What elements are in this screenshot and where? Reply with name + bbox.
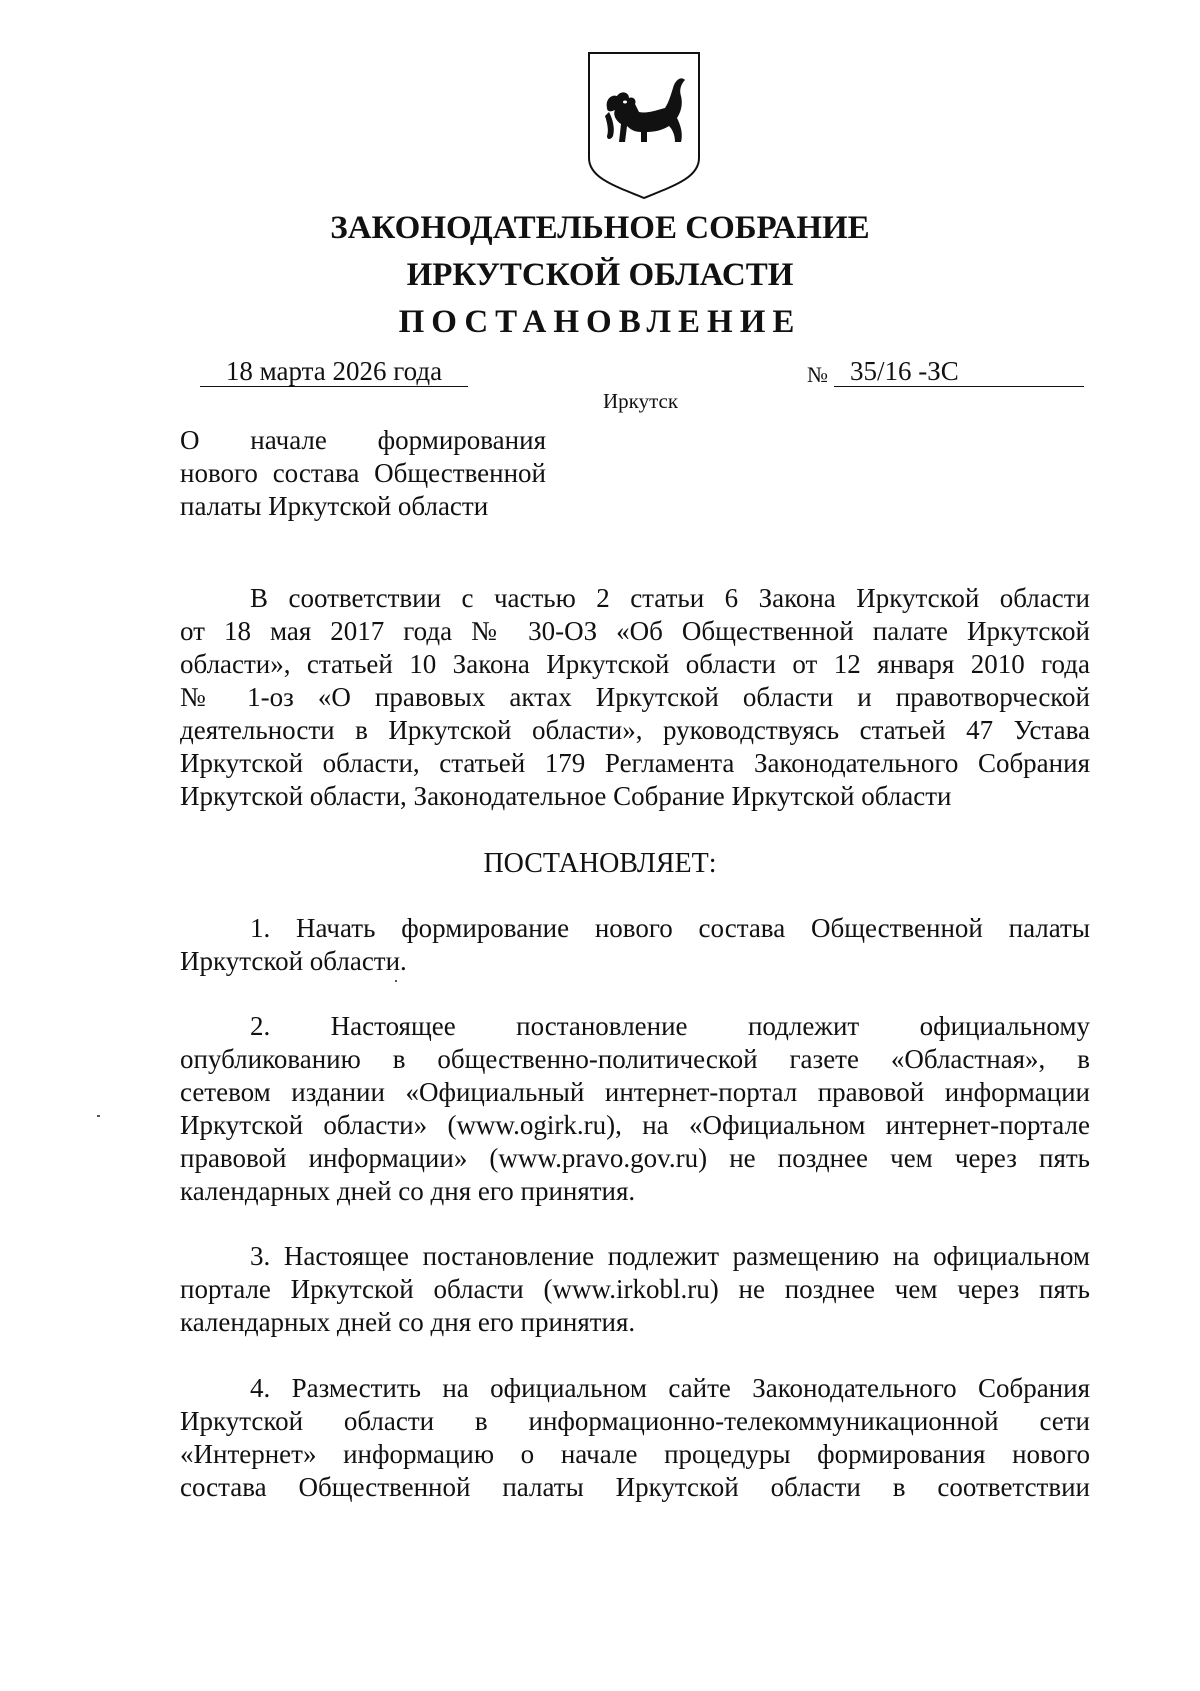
- document-city: Иркутск: [603, 389, 679, 413]
- item-2-paragraph: [180, 1010, 1090, 1208]
- text-line: правовой информации» (www.pravo.gov.ru) не позднее чем через пять: [180, 1143, 1090, 1173]
- text-line: календарных дней со дня его принятия.: [180, 1307, 636, 1337]
- number-label: №: [807, 362, 828, 387]
- resolves-heading: ПОСТАНОВЛЯЕТ:: [483, 848, 717, 879]
- text-line: В соответствии с частью 2 статьи 6 Закона Иркутской области: [250, 583, 1090, 613]
- text-line: опубликованию в общественно-политической газете «Областная», в: [180, 1044, 1090, 1074]
- coat-of-arms-icon: [585, 50, 703, 200]
- document-type: ПОСТАНОВЛЕНИЕ: [398, 304, 802, 340]
- document-number: 35/16 -ЗС: [834, 356, 1084, 387]
- text-line: 1. Начать формирование нового состава Общественной палаты: [250, 913, 1090, 943]
- text-line: состава Общественной палаты Иркутской области в соответствии: [180, 1472, 1090, 1502]
- scan-speck: [97, 1115, 100, 1117]
- text-line: сетевом издании «Официальный интернет-портал правовой информации: [180, 1077, 1090, 1107]
- text-line: № 1-оз «О правовых актах Иркутской области и правотворческой: [180, 682, 1090, 712]
- item-3-paragraph: [180, 1240, 1090, 1339]
- text-line: портале Иркутской области (www.irkobl.ru) не позднее чем через пять: [180, 1274, 1090, 1304]
- text-line: Иркутской области, статьей 179 Регламента Законодательного Собрания: [180, 748, 1090, 778]
- text-line: деятельности в Иркутской области», руководствуясь статьей 47 Устава: [180, 715, 1090, 745]
- document-date: 18 марта 2026 года: [200, 356, 468, 387]
- org-name-line2: ИРКУТСКОЙ ОБЛАСТИ: [406, 257, 794, 293]
- org-name-line1: ЗАКОНОДАТЕЛЬНОЕ СОБРАНИЕ: [330, 210, 870, 246]
- text-line: Иркутской области, Законодательное Собрание Иркутской области: [180, 781, 952, 811]
- text-line: 3. Настоящее постановление подлежит размещению на официальном: [250, 1241, 1090, 1271]
- text-line: от 18 мая 2017 года № 30-ОЗ «Об Общественной палате Иркутской: [180, 616, 1090, 646]
- text-line: Иркутской области» (www.ogirk.ru), на «Официальном интернет-портале: [180, 1110, 1090, 1140]
- text-line: «Интернет» информацию о начале процедуры формирования нового: [180, 1439, 1090, 1469]
- item-4-paragraph: [180, 1372, 1090, 1504]
- text-line: 2. Настоящее постановление подлежит официальному: [250, 1011, 1090, 1041]
- text-line: области», статьей 10 Закона Иркутской области от 12 января 2010 года: [180, 649, 1090, 679]
- title-line: нового состава Общественной: [180, 458, 546, 488]
- text-line: календарных дней со дня его принятия.: [180, 1176, 636, 1206]
- title-line: О начале формирования: [180, 425, 546, 455]
- item-1-paragraph: [180, 912, 1090, 978]
- document-title: [180, 424, 546, 523]
- title-line: палаты Иркутской области: [180, 491, 489, 521]
- scan-speck: [395, 980, 397, 982]
- text-line: Иркутской области.: [180, 946, 407, 976]
- preamble-paragraph: [180, 582, 1090, 813]
- text-line: Иркутской области в информационно-телекоммуникационной сети: [180, 1406, 1090, 1436]
- text-line: 4. Разместить на официальном сайте Законодательного Собрания: [250, 1373, 1090, 1403]
